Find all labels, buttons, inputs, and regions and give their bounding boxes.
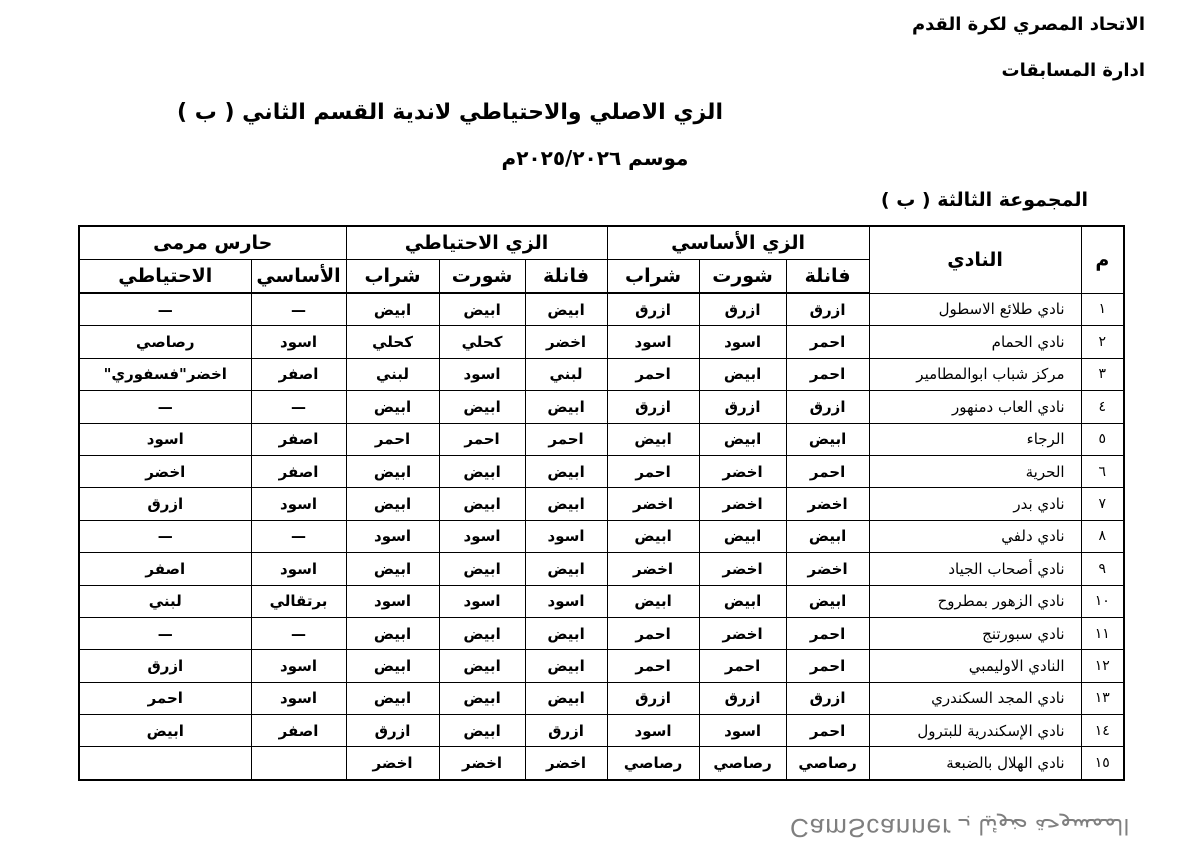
- main-socks-color: احمر: [607, 617, 699, 649]
- gk-reserve-color: —: [79, 617, 251, 649]
- gk-reserve-color: ازرق: [79, 488, 251, 520]
- main-shorts-color: اخضر: [699, 617, 786, 649]
- main-shorts-color: اسود: [699, 715, 786, 747]
- reserve-socks-color: ابيض: [346, 293, 439, 326]
- reserve-shorts-color: اسود: [439, 520, 525, 552]
- table-row: [79, 553, 1124, 585]
- gk-reserve-color: اخضر: [79, 455, 251, 487]
- reserve-socks-color: ابيض: [346, 650, 439, 682]
- kits-table-body: [79, 293, 1124, 780]
- main-shorts-color: اخضر: [699, 553, 786, 585]
- gk-main-color: —: [251, 293, 346, 326]
- main-shirt-color: احمر: [786, 617, 869, 649]
- gk-reserve-color: —: [79, 520, 251, 552]
- gk-reserve-color: اخضر"فسفوري": [79, 358, 251, 390]
- reserve-socks-color: اسود: [346, 585, 439, 617]
- main-shirt-color: ابيض: [786, 423, 869, 455]
- reserve-shirt-color: ابيض: [525, 553, 607, 585]
- row-number: ٩: [1081, 553, 1124, 585]
- reserve-shorts-color: ابيض: [439, 488, 525, 520]
- main-shorts-color: ازرق: [699, 682, 786, 714]
- scanner-watermark: [790, 812, 1129, 843]
- main-socks-color: احمر: [607, 358, 699, 390]
- gk-main-color: اصفر: [251, 358, 346, 390]
- season-label: موسم ٢٠٢٥/٢٠٢٦م: [501, 146, 689, 170]
- reserve-socks-color: اخضر: [346, 747, 439, 780]
- table-row: [79, 488, 1124, 520]
- main-shorts-color: ابيض: [699, 423, 786, 455]
- main-shorts-color: رصاصي: [699, 747, 786, 780]
- header-club: النادي: [869, 226, 1081, 293]
- reserve-shorts-color: احمر: [439, 423, 525, 455]
- header-goalkeeper: حارس مرمى: [79, 226, 346, 260]
- reserve-shorts-color: ابيض: [439, 682, 525, 714]
- main-shorts-color: ابيض: [699, 585, 786, 617]
- reserve-socks-color: اسود: [346, 520, 439, 552]
- group-label: المجموعة الثالثة ( ب ): [880, 189, 1088, 211]
- table-row: [79, 358, 1124, 390]
- main-socks-color: ابيض: [607, 520, 699, 552]
- main-shorts-color: ازرق: [699, 293, 786, 326]
- row-number: ١٥: [1081, 747, 1124, 780]
- scanner-watermark-brand: CamScanner: [790, 813, 952, 843]
- organization-name: الاتحاد المصري لكرة القدم: [911, 14, 1145, 35]
- main-shorts-color: ازرق: [699, 391, 786, 423]
- reserve-shorts-color: اسود: [439, 358, 525, 390]
- gk-reserve-color: اسود: [79, 423, 251, 455]
- main-socks-color: احمر: [607, 650, 699, 682]
- kits-table: [78, 225, 1125, 781]
- gk-reserve-color: ابيض: [79, 715, 251, 747]
- header-reserve-socks: شراب: [346, 260, 439, 294]
- header-gk-main: الأساسي: [251, 260, 346, 294]
- reserve-shorts-color: ابيض: [439, 391, 525, 423]
- row-number: ١٢: [1081, 650, 1124, 682]
- gk-main-color: اسود: [251, 650, 346, 682]
- club-name: نادي الزهور بمطروح: [869, 585, 1081, 617]
- reserve-socks-color: ابيض: [346, 455, 439, 487]
- reserve-shorts-color: ابيض: [439, 715, 525, 747]
- table-row: [79, 747, 1124, 780]
- reserve-shorts-color: ابيض: [439, 617, 525, 649]
- main-shorts-color: اسود: [699, 326, 786, 358]
- main-shirt-color: اخضر: [786, 488, 869, 520]
- main-shirt-color: احمر: [786, 455, 869, 487]
- main-shirt-color: رصاصي: [786, 747, 869, 780]
- table-row: [79, 520, 1124, 552]
- row-number: ١٣: [1081, 682, 1124, 714]
- club-name: نادي المجد السكندري: [869, 682, 1081, 714]
- reserve-shirt-color: ابيض: [525, 455, 607, 487]
- reserve-shorts-color: اخضر: [439, 747, 525, 780]
- reserve-shorts-color: كحلي: [439, 326, 525, 358]
- reserve-socks-color: ابيض: [346, 391, 439, 423]
- reserve-socks-color: ابيض: [346, 617, 439, 649]
- reserve-shorts-color: ابيض: [439, 293, 525, 326]
- gk-main-color: اصفر: [251, 423, 346, 455]
- club-name: نادي الإسكندرية للبترول: [869, 715, 1081, 747]
- main-shorts-color: ابيض: [699, 520, 786, 552]
- table-row: [79, 391, 1124, 423]
- reserve-shirt-color: ابيض: [525, 293, 607, 326]
- gk-reserve-color: رصاصي: [79, 326, 251, 358]
- table-row: [79, 650, 1124, 682]
- main-shirt-color: ازرق: [786, 293, 869, 326]
- main-shirt-color: اخضر: [786, 553, 869, 585]
- reserve-shirt-color: اسود: [525, 585, 607, 617]
- reserve-shorts-color: ابيض: [439, 650, 525, 682]
- main-socks-color: اسود: [607, 326, 699, 358]
- reserve-shirt-color: اخضر: [525, 747, 607, 780]
- reserve-socks-color: كحلي: [346, 326, 439, 358]
- gk-reserve-color: [79, 747, 251, 780]
- club-name: نادي العاب دمنهور: [869, 391, 1081, 423]
- row-number: ٨: [1081, 520, 1124, 552]
- table-row: [79, 585, 1124, 617]
- main-socks-color: ازرق: [607, 682, 699, 714]
- main-shirt-color: احمر: [786, 650, 869, 682]
- main-shirt-color: احمر: [786, 326, 869, 358]
- page-title-text: الزي الاصلي والاحتياطي لاندية القسم الثاني ( ب ): [176, 100, 723, 125]
- row-number: ١٤: [1081, 715, 1124, 747]
- reserve-socks-color: لبني: [346, 358, 439, 390]
- gk-main-color: اصفر: [251, 455, 346, 487]
- gk-reserve-color: —: [79, 293, 251, 326]
- header-main-shorts: شورت: [699, 260, 786, 294]
- club-name: نادي بدر: [869, 488, 1081, 520]
- table-row: [79, 617, 1124, 649]
- row-number: ٦: [1081, 455, 1124, 487]
- reserve-shorts-color: اسود: [439, 585, 525, 617]
- gk-main-color: برتقالي: [251, 585, 346, 617]
- gk-reserve-color: ازرق: [79, 650, 251, 682]
- reserve-shirt-color: اخضر: [525, 326, 607, 358]
- main-shirt-color: احمر: [786, 715, 869, 747]
- reserve-socks-color: احمر: [346, 423, 439, 455]
- reserve-shirt-color: ابيض: [525, 617, 607, 649]
- main-shirt-color: ازرق: [786, 682, 869, 714]
- row-number: ٢: [1081, 326, 1124, 358]
- gk-main-color: اسود: [251, 326, 346, 358]
- row-number: ١١: [1081, 617, 1124, 649]
- club-name: نادي الهلال بالضبعة: [869, 747, 1081, 780]
- reserve-socks-color: ابيض: [346, 553, 439, 585]
- gk-main-color: اسود: [251, 553, 346, 585]
- row-number: ١: [1081, 293, 1124, 326]
- header-main-socks: شراب: [607, 260, 699, 294]
- gk-reserve-color: اصفر: [79, 553, 251, 585]
- club-name: النادي الاوليمبي: [869, 650, 1081, 682]
- header-main-kit: الزي الأساسي: [607, 226, 869, 260]
- reserve-shirt-color: ازرق: [525, 715, 607, 747]
- main-socks-color: اخضر: [607, 553, 699, 585]
- reserve-shorts-color: ابيض: [439, 553, 525, 585]
- row-number: ٤: [1081, 391, 1124, 423]
- gk-reserve-color: لبني: [79, 585, 251, 617]
- club-name: نادي أصحاب الجياد: [869, 553, 1081, 585]
- club-name: نادي الحمام: [869, 326, 1081, 358]
- table-row: [79, 423, 1124, 455]
- header-main-shirt: فانلة: [786, 260, 869, 294]
- gk-main-color: [251, 747, 346, 780]
- main-shirt-color: ابيض: [786, 585, 869, 617]
- gk-main-color: —: [251, 617, 346, 649]
- main-shorts-color: احمر: [699, 650, 786, 682]
- reserve-shirt-color: ابيض: [525, 650, 607, 682]
- header-num: م: [1081, 226, 1124, 293]
- page-title: [0, 100, 1200, 125]
- club-name: نادي سبورتنج: [869, 617, 1081, 649]
- main-socks-color: ابيض: [607, 585, 699, 617]
- gk-main-color: —: [251, 520, 346, 552]
- main-shorts-color: ابيض: [699, 358, 786, 390]
- main-socks-color: اخضر: [607, 488, 699, 520]
- department-name: ادارة المسابقات: [1001, 60, 1145, 81]
- main-socks-color: ازرق: [607, 293, 699, 326]
- header-reserve-kit: الزي الاحتياطي: [346, 226, 607, 260]
- table-row: [79, 293, 1124, 326]
- club-name: نادي طلائع الاسطول: [869, 293, 1081, 326]
- reserve-shirt-color: اسود: [525, 520, 607, 552]
- main-shorts-color: اخضر: [699, 488, 786, 520]
- row-number: ٧: [1081, 488, 1124, 520]
- table-row: [79, 682, 1124, 714]
- main-shorts-color: اخضر: [699, 455, 786, 487]
- scanner-watermark-text: الممسوحة ضوئيا بـ: [958, 813, 1130, 838]
- table-row: [79, 715, 1124, 747]
- row-number: ٥: [1081, 423, 1124, 455]
- reserve-socks-color: ابيض: [346, 682, 439, 714]
- club-name: مركز شباب ابوالمطامير: [869, 358, 1081, 390]
- main-socks-color: رصاصي: [607, 747, 699, 780]
- gk-main-color: اسود: [251, 488, 346, 520]
- main-shirt-color: احمر: [786, 358, 869, 390]
- header-reserve-shirt: فانلة: [525, 260, 607, 294]
- main-socks-color: ابيض: [607, 423, 699, 455]
- reserve-shirt-color: احمر: [525, 423, 607, 455]
- reserve-socks-color: ازرق: [346, 715, 439, 747]
- reserve-socks-color: ابيض: [346, 488, 439, 520]
- club-name: الحرية: [869, 455, 1081, 487]
- row-number: ٣: [1081, 358, 1124, 390]
- table-row: [79, 326, 1124, 358]
- main-shirt-color: ابيض: [786, 520, 869, 552]
- reserve-shirt-color: ابيض: [525, 488, 607, 520]
- header-gk-reserve: الاحتياطي: [79, 260, 251, 294]
- main-shirt-color: ازرق: [786, 391, 869, 423]
- header-reserve-shorts: شورت: [439, 260, 525, 294]
- gk-reserve-color: —: [79, 391, 251, 423]
- row-number: ١٠: [1081, 585, 1124, 617]
- gk-main-color: —: [251, 391, 346, 423]
- reserve-shirt-color: لبني: [525, 358, 607, 390]
- main-socks-color: ازرق: [607, 391, 699, 423]
- main-socks-color: احمر: [607, 455, 699, 487]
- club-name: الرجاء: [869, 423, 1081, 455]
- reserve-shirt-color: ابيض: [525, 682, 607, 714]
- gk-reserve-color: احمر: [79, 682, 251, 714]
- table-row: [79, 455, 1124, 487]
- gk-main-color: اسود: [251, 682, 346, 714]
- reserve-shirt-color: ابيض: [525, 391, 607, 423]
- gk-main-color: اصفر: [251, 715, 346, 747]
- main-socks-color: اسود: [607, 715, 699, 747]
- club-name: نادي دلفي: [869, 520, 1081, 552]
- reserve-shorts-color: ابيض: [439, 455, 525, 487]
